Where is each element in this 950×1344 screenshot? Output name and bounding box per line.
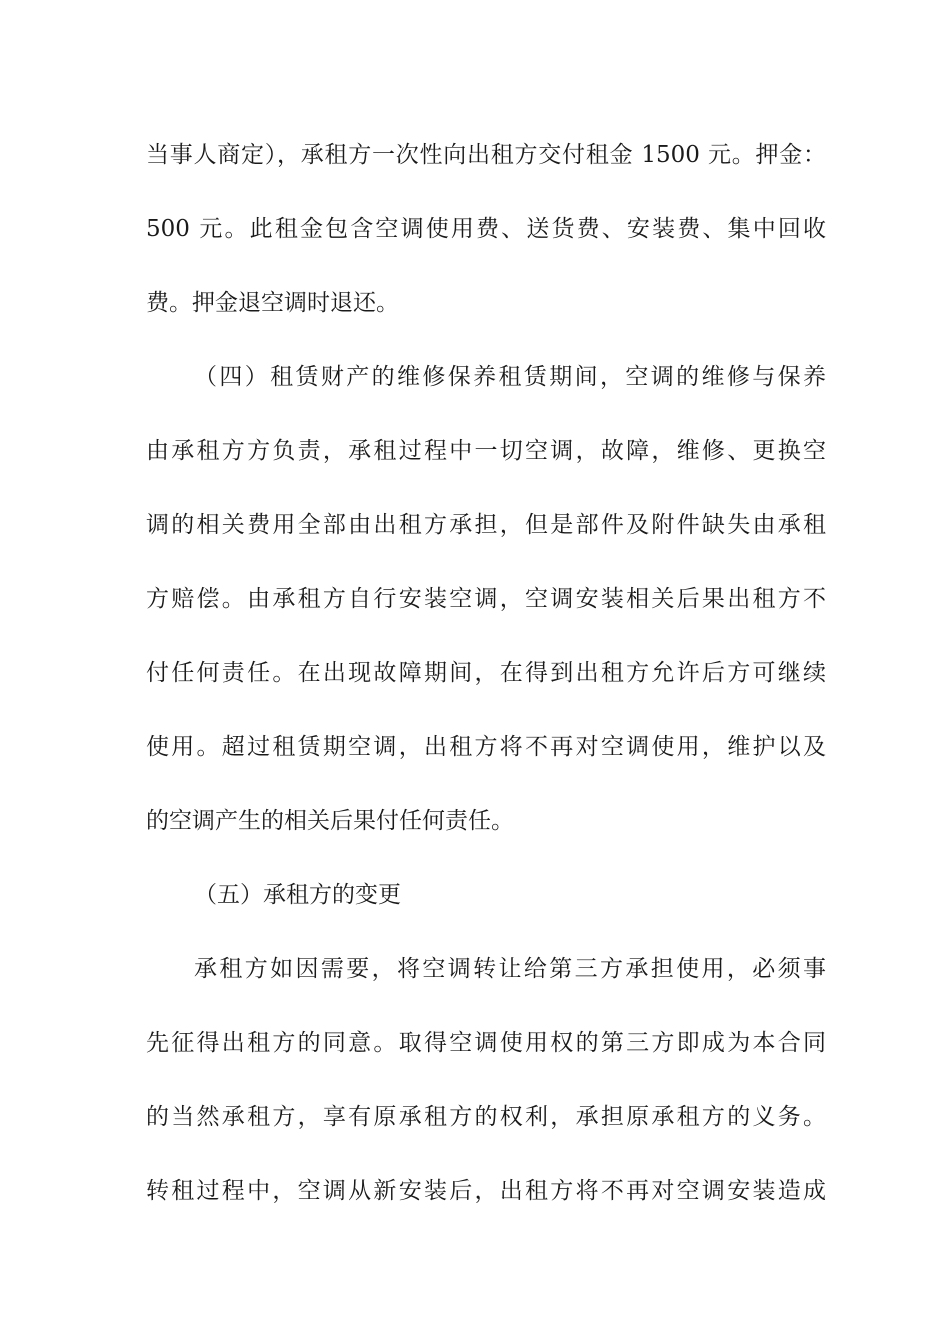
text-line-15: 转租过程中，空调从新安装后，出租方将不再对空调安装造成 <box>146 1178 826 1204</box>
section-4-heading-line: （四）租赁财产的维修保养租赁期间，空调的维修与保养 <box>194 364 826 390</box>
text-line-9: 使用。超过租赁期空调，出租方将不再对空调使用，维护以及 <box>146 734 826 760</box>
section-5-heading: （五）承租方的变更 <box>194 882 401 908</box>
text-line-1: 当事人商定），承租方一次性向出租方交付租金 1500 元。押金： <box>146 142 826 168</box>
text-line-3: 费。押金退空调时退还。 <box>146 290 399 316</box>
text-line-10: 的空调产生的相关后果付任何责任。 <box>146 808 514 834</box>
text-line-8: 付任何责任。在出现故障期间，在得到出租方允许后方可继续 <box>146 660 826 686</box>
text-line-2: 500 元。此租金包含空调使用费、送货费、安装费、集中回收 <box>146 216 826 242</box>
text-line-13: 先征得出租方的同意。取得空调使用权的第三方即成为本合同 <box>146 1030 826 1056</box>
text-line-14: 的当然承租方，享有原承租方的权利，承担原承租方的义务。 <box>146 1104 826 1130</box>
text-line-6: 调的相关费用全部由出租方承担，但是部件及附件缺失由承租 <box>146 512 826 538</box>
text-line-5: 由承租方方负责，承租过程中一切空调，故障，维修、更换空 <box>146 438 826 464</box>
text-line-7: 方赔偿。由承租方自行安装空调，空调安装相关后果出租方不 <box>146 586 826 612</box>
text-line-12: 承租方如因需要，将空调转让给第三方承担使用，必须事 <box>194 956 826 982</box>
